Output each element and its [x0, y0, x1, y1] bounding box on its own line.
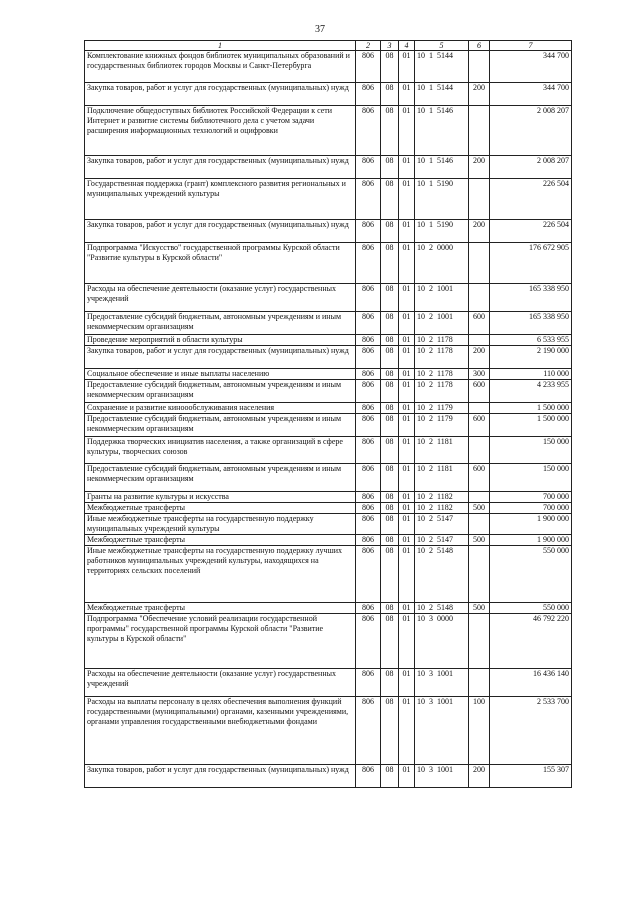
row-name: Межбюджетные трансферты: [85, 603, 356, 614]
table-row: [85, 437, 572, 464]
row-grbs: 806: [356, 535, 381, 546]
row-grbs: 806: [356, 346, 381, 369]
row-name: Расходы на обеспечение деятельности (оказание услуг) государственных учреждений: [85, 284, 356, 312]
row-subsection: 01: [399, 437, 415, 464]
row-grbs: 806: [356, 546, 381, 603]
table-row: [85, 106, 572, 156]
table-row: [85, 765, 572, 788]
row-target-article: 10 2 1001: [415, 312, 469, 335]
row-amount: 6 533 955: [490, 335, 572, 346]
row-grbs: 806: [356, 514, 381, 535]
row-name: Предоставление субсидий бюджетным, автономным учреждениям и иным некоммерческим организациям: [85, 464, 356, 492]
row-grbs: 806: [356, 614, 381, 669]
row-target-article: 10 1 5144: [415, 51, 469, 83]
row-subsection: 01: [399, 614, 415, 669]
row-expense-type: 600: [469, 414, 490, 437]
row-grbs: 806: [356, 503, 381, 514]
row-target-article: 10 3 1001: [415, 697, 469, 765]
row-subsection: 01: [399, 369, 415, 380]
row-amount: 165 338 950: [490, 312, 572, 335]
row-name: Комплектование книжных фондов библиотек муниципальных образований и государственных библиотек городов Москвы и Санкт-Петербурга: [85, 51, 356, 83]
column-number-row: [85, 41, 572, 51]
table-row: [85, 603, 572, 614]
table-row: [85, 669, 572, 697]
row-target-article: 10 2 1182: [415, 492, 469, 503]
row-name: Предоставление субсидий бюджетным, автономным учреждениям и иным некоммерческим организациям: [85, 380, 356, 403]
row-section: 08: [381, 503, 399, 514]
row-target-article: 10 2 5148: [415, 546, 469, 603]
row-amount: 1 500 000: [490, 414, 572, 437]
row-grbs: 806: [356, 312, 381, 335]
column-header-target-article: 5: [415, 41, 469, 51]
row-expense-type: [469, 284, 490, 312]
row-name: Подпрограмма "Обеспечение условий реализации государственной программы" государственной программы Курской области "Развитие культуры в Курской области": [85, 614, 356, 669]
row-subsection: 01: [399, 503, 415, 514]
row-section: 08: [381, 220, 399, 243]
row-amount: 16 436 140: [490, 669, 572, 697]
row-expense-type: 600: [469, 464, 490, 492]
row-grbs: 806: [356, 51, 381, 83]
row-expense-type: [469, 403, 490, 414]
budget-table: [84, 40, 572, 788]
row-name: Сохранение и развитие киноообслуживания населения: [85, 403, 356, 414]
column-header-expense-type: 6: [469, 41, 490, 51]
row-subsection: 01: [399, 156, 415, 179]
row-expense-type: 200: [469, 346, 490, 369]
row-subsection: 01: [399, 669, 415, 697]
row-target-article: 10 2 1179: [415, 403, 469, 414]
row-target-article: 10 3 1001: [415, 765, 469, 788]
row-grbs: 806: [356, 380, 381, 403]
row-target-article: 10 1 5144: [415, 83, 469, 106]
row-grbs: 806: [356, 669, 381, 697]
table-row: [85, 335, 572, 346]
row-grbs: 806: [356, 369, 381, 380]
row-target-article: 10 3 1001: [415, 669, 469, 697]
column-header-subsection: 4: [399, 41, 415, 51]
row-target-article: 10 2 5147: [415, 514, 469, 535]
row-expense-type: 300: [469, 369, 490, 380]
row-subsection: 01: [399, 535, 415, 546]
row-section: 08: [381, 380, 399, 403]
row-amount: 344 700: [490, 51, 572, 83]
row-subsection: 01: [399, 403, 415, 414]
row-name: Проведение мероприятий в области культуры: [85, 335, 356, 346]
row-expense-type: [469, 669, 490, 697]
row-expense-type: [469, 243, 490, 284]
row-grbs: 806: [356, 603, 381, 614]
row-amount: 2 008 207: [490, 106, 572, 156]
row-grbs: 806: [356, 403, 381, 414]
row-amount: 344 700: [490, 83, 572, 106]
row-expense-type: 200: [469, 83, 490, 106]
table-row: [85, 220, 572, 243]
row-name: Гранты на развитие культуры и искусства: [85, 492, 356, 503]
row-amount: 4 233 955: [490, 380, 572, 403]
row-target-article: 10 1 5190: [415, 179, 469, 220]
row-expense-type: [469, 106, 490, 156]
row-subsection: 01: [399, 546, 415, 603]
row-grbs: 806: [356, 464, 381, 492]
row-expense-type: 500: [469, 603, 490, 614]
row-grbs: 806: [356, 83, 381, 106]
row-amount: 226 504: [490, 179, 572, 220]
row-target-article: 10 2 1178: [415, 346, 469, 369]
row-grbs: 806: [356, 414, 381, 437]
row-target-article: 10 2 5147: [415, 535, 469, 546]
row-subsection: 01: [399, 335, 415, 346]
row-expense-type: 600: [469, 380, 490, 403]
row-subsection: 01: [399, 697, 415, 765]
row-amount: 176 672 905: [490, 243, 572, 284]
table-row: [85, 380, 572, 403]
row-amount: 2 008 207: [490, 156, 572, 179]
table-row: [85, 403, 572, 414]
row-section: 08: [381, 312, 399, 335]
row-subsection: 01: [399, 106, 415, 156]
row-name: Межбюджетные трансферты: [85, 535, 356, 546]
row-amount: 700 000: [490, 503, 572, 514]
row-target-article: 10 1 5146: [415, 156, 469, 179]
row-name: Иные межбюджетные трансферты на государственную поддержку лучших работников муниципальных учреждений культуры, находящихся на территориях сельских поселений: [85, 546, 356, 603]
row-section: 08: [381, 669, 399, 697]
row-amount: 46 792 220: [490, 614, 572, 669]
row-name: Межбюджетные трансферты: [85, 503, 356, 514]
row-section: 08: [381, 514, 399, 535]
row-target-article: 10 2 0000: [415, 243, 469, 284]
row-subsection: 01: [399, 51, 415, 83]
row-subsection: 01: [399, 243, 415, 284]
row-expense-type: 600: [469, 312, 490, 335]
table-row: [85, 179, 572, 220]
table-row: [85, 346, 572, 369]
row-section: 08: [381, 179, 399, 220]
row-target-article: 10 2 1181: [415, 464, 469, 492]
row-expense-type: 200: [469, 220, 490, 243]
row-name: Подпрограмма "Искусство" государственной программы Курской области "Развитие культуры в Курской области": [85, 243, 356, 284]
row-grbs: 806: [356, 697, 381, 765]
table-row: [85, 369, 572, 380]
row-section: 08: [381, 603, 399, 614]
row-amount: 165 338 950: [490, 284, 572, 312]
table-row: [85, 514, 572, 535]
table-row: [85, 492, 572, 503]
row-section: 08: [381, 83, 399, 106]
row-section: 08: [381, 243, 399, 284]
row-section: 08: [381, 346, 399, 369]
row-grbs: 806: [356, 284, 381, 312]
row-expense-type: 500: [469, 535, 490, 546]
row-name: Иные межбюджетные трансферты на государственную поддержку муниципальных учреждений культуры: [85, 514, 356, 535]
row-section: 08: [381, 106, 399, 156]
page-number: 37: [315, 24, 325, 35]
row-expense-type: [469, 514, 490, 535]
row-name: Закупка товаров, работ и услуг для государственных (муниципальных) нужд: [85, 220, 356, 243]
row-amount: 1 900 000: [490, 535, 572, 546]
row-expense-type: [469, 335, 490, 346]
row-name: Закупка товаров, работ и услуг для государственных (муниципальных) нужд: [85, 156, 356, 179]
table-row: [85, 464, 572, 492]
row-name: Поддержка творческих инициатив населения, а также организаций в сфере культуры, творческих союзов: [85, 437, 356, 464]
column-header-grbs: 2: [356, 41, 381, 51]
row-subsection: 01: [399, 603, 415, 614]
row-subsection: 01: [399, 179, 415, 220]
row-grbs: 806: [356, 179, 381, 220]
row-grbs: 806: [356, 765, 381, 788]
column-header-amount: 7: [490, 41, 572, 51]
table-row: [85, 284, 572, 312]
table-row: [85, 697, 572, 765]
row-grbs: 806: [356, 335, 381, 346]
row-expense-type: [469, 546, 490, 603]
row-target-article: 10 2 1178: [415, 335, 469, 346]
table-row: [85, 535, 572, 546]
row-subsection: 01: [399, 312, 415, 335]
row-amount: 1 900 000: [490, 514, 572, 535]
row-expense-type: [469, 437, 490, 464]
row-expense-type: 200: [469, 156, 490, 179]
row-expense-type: 500: [469, 503, 490, 514]
row-target-article: 10 2 1178: [415, 369, 469, 380]
row-subsection: 01: [399, 464, 415, 492]
row-section: 08: [381, 437, 399, 464]
row-name: Закупка товаров, работ и услуг для государственных (муниципальных) нужд: [85, 765, 356, 788]
row-section: 08: [381, 697, 399, 765]
row-name: Предоставление субсидий бюджетным, автономным учреждениям и иным некоммерческим организациям: [85, 312, 356, 335]
row-amount: 550 000: [490, 603, 572, 614]
row-section: 08: [381, 414, 399, 437]
table-row: [85, 312, 572, 335]
table-row: [85, 156, 572, 179]
row-name: Закупка товаров, работ и услуг для государственных (муниципальных) нужд: [85, 346, 356, 369]
row-subsection: 01: [399, 380, 415, 403]
table-body: [85, 51, 572, 788]
row-subsection: 01: [399, 284, 415, 312]
row-target-article: 10 2 1179: [415, 414, 469, 437]
row-subsection: 01: [399, 514, 415, 535]
row-amount: 550 000: [490, 546, 572, 603]
row-subsection: 01: [399, 414, 415, 437]
row-name: Подключение общедоступных библиотек Российской Федерации к сети Интернет и развитие системы библиотечного дела с учетом задачи расширения информационных технологий и оцифровки: [85, 106, 356, 156]
row-section: 08: [381, 51, 399, 83]
table-row: [85, 414, 572, 437]
table-row: [85, 546, 572, 603]
row-subsection: 01: [399, 492, 415, 503]
row-subsection: 01: [399, 346, 415, 369]
column-header-section: 3: [381, 41, 399, 51]
table-row: [85, 243, 572, 284]
row-subsection: 01: [399, 220, 415, 243]
row-grbs: 806: [356, 156, 381, 179]
row-section: 08: [381, 546, 399, 603]
row-amount: 110 000: [490, 369, 572, 380]
row-expense-type: [469, 51, 490, 83]
row-target-article: 10 1 5146: [415, 106, 469, 156]
row-name: Закупка товаров, работ и услуг для государственных (муниципальных) нужд: [85, 83, 356, 106]
row-grbs: 806: [356, 220, 381, 243]
row-amount: 226 504: [490, 220, 572, 243]
column-header-name: 1: [85, 41, 356, 51]
table-row: [85, 503, 572, 514]
row-expense-type: [469, 614, 490, 669]
row-subsection: 01: [399, 765, 415, 788]
row-target-article: 10 2 1182: [415, 503, 469, 514]
row-expense-type: [469, 179, 490, 220]
table-row: [85, 614, 572, 669]
row-target-article: 10 3 0000: [415, 614, 469, 669]
row-target-article: 10 2 1181: [415, 437, 469, 464]
row-name: Социальное обеспечение и иные выплаты населению: [85, 369, 356, 380]
row-grbs: 806: [356, 437, 381, 464]
table-row: [85, 83, 572, 106]
row-target-article: 10 2 1001: [415, 284, 469, 312]
row-name: Государственная поддержка (грант) комплексного развития региональных и муниципальных учреждений культуры: [85, 179, 356, 220]
row-grbs: 806: [356, 243, 381, 284]
row-section: 08: [381, 614, 399, 669]
row-expense-type: 200: [469, 765, 490, 788]
row-section: 08: [381, 765, 399, 788]
row-section: 08: [381, 492, 399, 503]
row-section: 08: [381, 464, 399, 492]
row-section: 08: [381, 335, 399, 346]
row-section: 08: [381, 535, 399, 546]
row-amount: 155 307: [490, 765, 572, 788]
row-section: 08: [381, 369, 399, 380]
row-section: 08: [381, 156, 399, 179]
row-expense-type: [469, 492, 490, 503]
row-amount: 700 000: [490, 492, 572, 503]
row-grbs: 806: [356, 106, 381, 156]
row-amount: 2 533 700: [490, 697, 572, 765]
row-name: Расходы на обеспечение деятельности (оказание услуг) государственных учреждений: [85, 669, 356, 697]
row-section: 08: [381, 403, 399, 414]
row-amount: 1 500 000: [490, 403, 572, 414]
row-target-article: 10 1 5190: [415, 220, 469, 243]
row-target-article: 10 2 1178: [415, 380, 469, 403]
row-name: Расходы на выплаты персоналу в целях обеспечения выполнения функций государственными (муниципальными) органами, казенными учреждениями, органами управления государственными внебюджетными фондами: [85, 697, 356, 765]
row-grbs: 806: [356, 492, 381, 503]
row-amount: 150 000: [490, 437, 572, 464]
row-target-article: 10 2 5148: [415, 603, 469, 614]
row-name: Предоставление субсидий бюджетным, автономным учреждениям и иным некоммерческим организациям: [85, 414, 356, 437]
row-subsection: 01: [399, 83, 415, 106]
row-amount: 2 190 000: [490, 346, 572, 369]
row-expense-type: 100: [469, 697, 490, 765]
row-amount: 150 000: [490, 464, 572, 492]
table-row: [85, 51, 572, 83]
row-section: 08: [381, 284, 399, 312]
